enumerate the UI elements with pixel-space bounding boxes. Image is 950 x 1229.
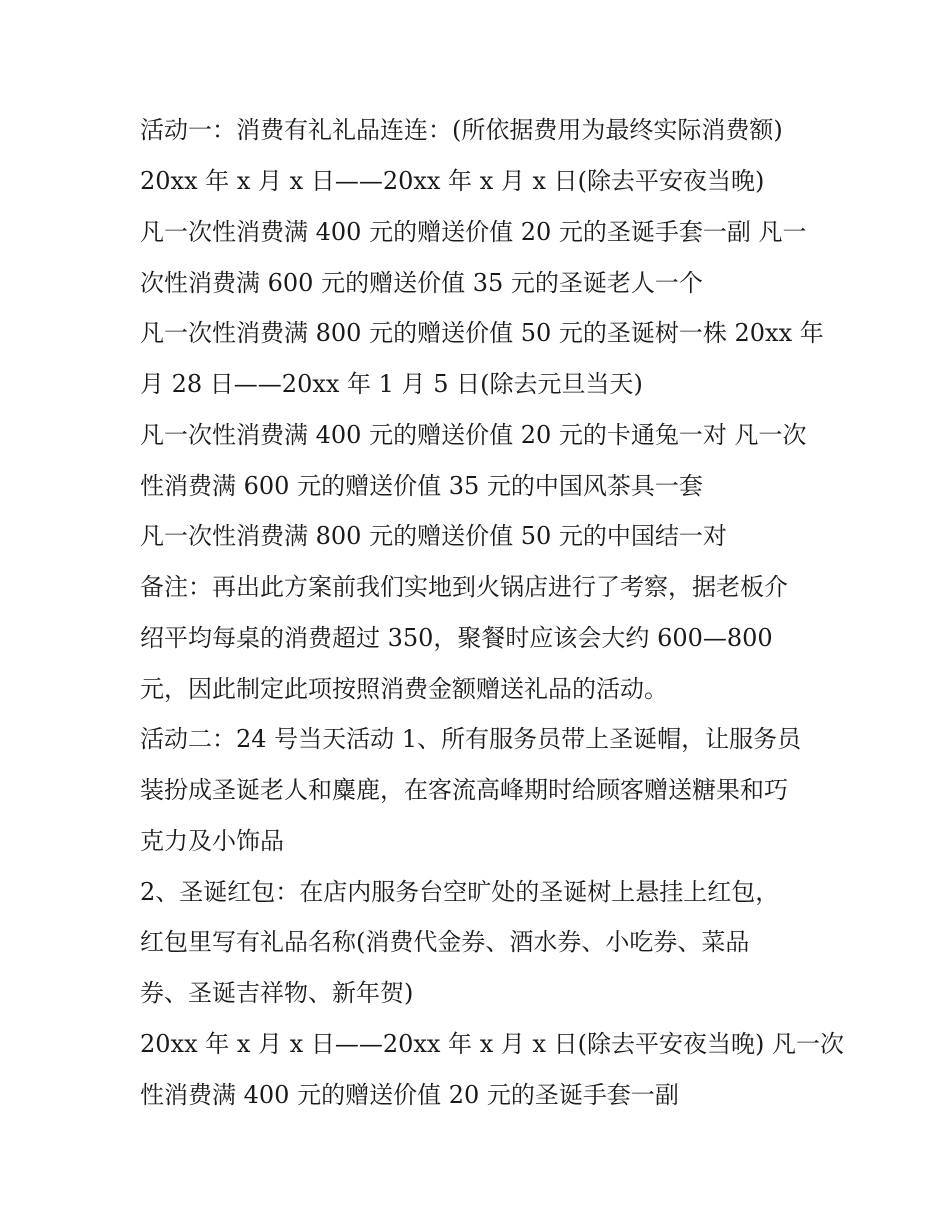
text-line: 活动二：24 号当天活动 1、所有服务员带上圣诞帽，让服务员 [140,725,802,753]
text-line: 月 28 日——20xx 年 1 月 5 日(除去元旦当天) [140,370,643,398]
text-line: 20xx 年 x 月 x 日——20xx 年 x 月 x 日(除去平安夜当晚) 凡一次 [140,1030,845,1058]
text-line: 凡一次性消费满 800 元的赠送价值 50 元的圣诞树一株 20xx 年 [140,319,824,347]
text-line: 活动一：消费有礼礼品连连：(所依据费用为最终实际消费额) [140,116,783,144]
text-line: 性消费满 400 元的赠送价值 20 元的圣诞手套一副 [140,1081,679,1109]
text-line: 元，因此制定此项按照消费金额赠送礼品的活动。 [140,675,668,703]
text-line: 备注：再出此方案前我们实地到火锅店进行了考察，据老板介 [140,573,788,601]
text-line: 20xx 年 x 月 x 日——20xx 年 x 月 x 日(除去平安夜当晚) [140,167,765,195]
text-line: 性消费满 600 元的赠送价值 35 元的中国风茶具一套 [140,472,703,500]
text-line: 券、圣诞吉祥物、新年贺) [140,979,414,1007]
text-line: 次性消费满 600 元的赠送价值 35 元的圣诞老人一个 [140,269,703,297]
text-line: 凡一次性消费满 400 元的赠送价值 20 元的圣诞手套一副 凡一 [140,218,807,246]
text-line: 凡一次性消费满 800 元的赠送价值 50 元的中国结一对 [140,522,727,550]
text-line: 装扮成圣诞老人和麋鹿，在客流高峰期时给顾客赠送糖果和巧 [140,776,788,804]
text-line: 克力及小饰品 [140,827,284,855]
text-line: 绍平均每桌的消费超过 350，聚餐时应该会大约 600—800 [140,624,773,652]
text-line: 2、圣诞红包：在店内服务台空旷处的圣诞树上悬挂上红包， [140,878,780,906]
text-line: 凡一次性消费满 400 元的赠送价值 20 元的卡通兔一对 凡一次 [140,421,807,449]
text-line: 红包里写有礼品名称(消费代金券、酒水券、小吃券、菜品 [140,928,750,956]
